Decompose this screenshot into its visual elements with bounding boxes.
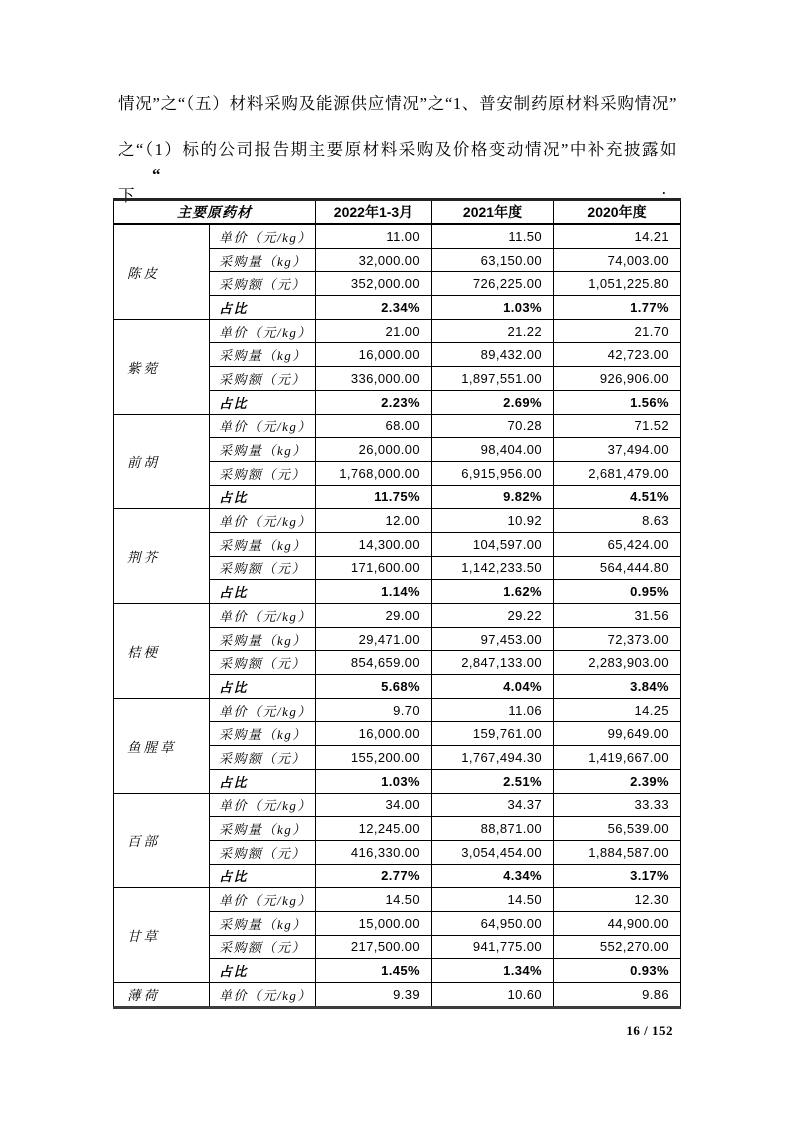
value-cell: 37,494.00	[554, 438, 681, 462]
value-cell: 336,000.00	[316, 367, 432, 391]
value-cell: 63,150.00	[432, 248, 554, 272]
metric-label-cell: 采购量（kg）	[210, 343, 316, 367]
value-cell: 5.68%	[316, 675, 432, 699]
value-cell: 1.56%	[554, 390, 681, 414]
metric-label-cell: 单价（元/kg）	[210, 414, 316, 438]
value-cell: 44,900.00	[554, 911, 681, 935]
metric-label-cell: 单价（元/kg）	[210, 983, 316, 1008]
value-cell: 926,906.00	[554, 367, 681, 391]
value-cell: 1,051,225.80	[554, 272, 681, 296]
value-cell: 9.86	[554, 983, 681, 1008]
value-cell: 726,225.00	[432, 272, 554, 296]
value-cell: 155,200.00	[316, 746, 432, 770]
metric-label-cell: 占比	[210, 675, 316, 699]
table-row	[114, 509, 681, 533]
metric-label-cell: 占比	[210, 485, 316, 509]
metric-label-cell: 占比	[210, 769, 316, 793]
value-cell: 56,539.00	[554, 817, 681, 841]
value-cell: 3.84%	[554, 675, 681, 699]
metric-label-cell: 采购额（元）	[210, 556, 316, 580]
value-cell: 3.17%	[554, 864, 681, 888]
value-cell: 1.45%	[316, 959, 432, 983]
value-cell: 552,270.00	[554, 935, 681, 959]
value-cell: 941,775.00	[432, 935, 554, 959]
value-cell: 98,404.00	[432, 438, 554, 462]
value-cell: 65,424.00	[554, 532, 681, 556]
metric-label-cell: 单价（元/kg）	[210, 319, 316, 343]
value-cell: 32,000.00	[316, 248, 432, 272]
metric-label-cell: 采购额（元）	[210, 935, 316, 959]
value-cell: 1.34%	[432, 959, 554, 983]
table-header-row	[114, 200, 681, 225]
value-cell: 10.92	[432, 509, 554, 533]
table-row	[114, 888, 681, 912]
table-row	[114, 604, 681, 628]
metric-label-cell: 采购额（元）	[210, 272, 316, 296]
table-body	[114, 224, 681, 1007]
value-cell: 0.93%	[554, 959, 681, 983]
value-cell: 2,283,903.00	[554, 651, 681, 675]
paragraph-line-2: 之“（1）标的公司报告期主要原材料采购及价格变动情况”中补充披露如下：	[118, 140, 677, 205]
value-cell: 2,847,133.00	[432, 651, 554, 675]
material-name-cell: 荆芥	[114, 509, 210, 604]
value-cell: 2.39%	[554, 769, 681, 793]
value-cell: 11.75%	[316, 485, 432, 509]
value-cell: 11.06	[432, 698, 554, 722]
value-cell: 1,897,551.00	[432, 367, 554, 391]
value-cell: 12.00	[316, 509, 432, 533]
value-cell: 74,003.00	[554, 248, 681, 272]
value-cell: 1,768,000.00	[316, 461, 432, 485]
value-cell: 1.03%	[316, 769, 432, 793]
value-cell: 29,471.00	[316, 627, 432, 651]
value-cell: 16,000.00	[316, 343, 432, 367]
value-cell: 33.33	[554, 793, 681, 817]
metric-label-cell: 采购量（kg）	[210, 627, 316, 651]
metric-label-cell: 占比	[210, 580, 316, 604]
value-cell: 21.22	[432, 319, 554, 343]
value-cell: 31.56	[554, 604, 681, 628]
value-cell: 3,054,454.00	[432, 840, 554, 864]
value-cell: 159,761.00	[432, 722, 554, 746]
value-cell: 2.69%	[432, 390, 554, 414]
material-name-cell: 百部	[114, 793, 210, 888]
value-cell: 104,597.00	[432, 532, 554, 556]
metric-label-cell: 占比	[210, 390, 316, 414]
metric-label-cell: 采购额（元）	[210, 840, 316, 864]
metric-label-cell: 单价（元/kg）	[210, 224, 316, 248]
value-cell: 1,419,667.00	[554, 746, 681, 770]
material-name-cell: 陈皮	[114, 224, 210, 319]
value-cell: 14.50	[432, 888, 554, 912]
metric-label-cell: 单价（元/kg）	[210, 509, 316, 533]
header-period-2020: 2020年度	[554, 200, 681, 225]
material-name-cell: 甘草	[114, 888, 210, 983]
value-cell: 2.77%	[316, 864, 432, 888]
value-cell: 89,432.00	[432, 343, 554, 367]
value-cell: 68.00	[316, 414, 432, 438]
value-cell: 14.25	[554, 698, 681, 722]
metric-label-cell: 采购量（kg）	[210, 722, 316, 746]
table-row	[114, 793, 681, 817]
value-cell: 88,871.00	[432, 817, 554, 841]
value-cell: 9.39	[316, 983, 432, 1008]
material-name-cell: 前胡	[114, 414, 210, 509]
value-cell: 11.50	[432, 224, 554, 248]
raw-materials-table	[113, 198, 681, 1009]
value-cell: 1.14%	[316, 580, 432, 604]
page-number: 16 / 152	[626, 1023, 673, 1038]
metric-label-cell: 采购量（kg）	[210, 532, 316, 556]
value-cell: 9.82%	[432, 485, 554, 509]
value-cell: 26,000.00	[316, 438, 432, 462]
value-cell: 16,000.00	[316, 722, 432, 746]
value-cell: 10.60	[432, 983, 554, 1008]
value-cell: 14.50	[316, 888, 432, 912]
metric-label-cell: 单价（元/kg）	[210, 698, 316, 722]
value-cell: 42,723.00	[554, 343, 681, 367]
value-cell: 854,659.00	[316, 651, 432, 675]
value-cell: 34.00	[316, 793, 432, 817]
value-cell: 9.70	[316, 698, 432, 722]
value-cell: 15,000.00	[316, 911, 432, 935]
metric-label-cell: 占比	[210, 959, 316, 983]
metric-label-cell: 占比	[210, 864, 316, 888]
metric-label-cell: 采购额（元）	[210, 461, 316, 485]
value-cell: 4.51%	[554, 485, 681, 509]
value-cell: 21.00	[316, 319, 432, 343]
metric-label-cell: 采购量（kg）	[210, 911, 316, 935]
metric-label-cell: 采购量（kg）	[210, 438, 316, 462]
value-cell: 72,373.00	[554, 627, 681, 651]
value-cell: 6,915,956.00	[432, 461, 554, 485]
open-quote-mark: “	[152, 165, 161, 184]
metric-label-cell: 单价（元/kg）	[210, 888, 316, 912]
table-row	[114, 983, 681, 1008]
metric-label-cell: 采购额（元）	[210, 746, 316, 770]
value-cell: 4.04%	[432, 675, 554, 699]
value-cell: 2.23%	[316, 390, 432, 414]
value-cell: 34.37	[432, 793, 554, 817]
value-cell: 8.63	[554, 509, 681, 533]
table-row	[114, 698, 681, 722]
table-row	[114, 414, 681, 438]
value-cell: 2,681,479.00	[554, 461, 681, 485]
table-row	[114, 319, 681, 343]
metric-label-cell: 单价（元/kg）	[210, 604, 316, 628]
value-cell: 2.34%	[316, 296, 432, 320]
value-cell: 1.77%	[554, 296, 681, 320]
value-cell: 29.22	[432, 604, 554, 628]
material-name-cell: 桔梗	[114, 604, 210, 699]
header-main-material: 主要原药材	[114, 200, 316, 225]
value-cell: 171,600.00	[316, 556, 432, 580]
value-cell: 4.34%	[432, 864, 554, 888]
value-cell: 217,500.00	[316, 935, 432, 959]
value-cell: 29.00	[316, 604, 432, 628]
metric-label-cell: 单价（元/kg）	[210, 793, 316, 817]
value-cell: 1.62%	[432, 580, 554, 604]
material-name-cell: 紫菀	[114, 319, 210, 414]
metric-label-cell: 采购额（元）	[210, 367, 316, 391]
value-cell: 1,884,587.00	[554, 840, 681, 864]
value-cell: 11.00	[316, 224, 432, 248]
value-cell: 14,300.00	[316, 532, 432, 556]
value-cell: 12.30	[554, 888, 681, 912]
metric-label-cell: 采购额（元）	[210, 651, 316, 675]
value-cell: 12,245.00	[316, 817, 432, 841]
value-cell: 99,649.00	[554, 722, 681, 746]
metric-label-cell: 占比	[210, 296, 316, 320]
value-cell: 64,950.00	[432, 911, 554, 935]
value-cell: 14.21	[554, 224, 681, 248]
value-cell: 70.28	[432, 414, 554, 438]
paragraph-line-1: 情况”之“（五）材料采购及能源供应情况”之“1、普安制药原材料采购情况”	[118, 94, 677, 113]
value-cell: 1,767,494.30	[432, 746, 554, 770]
value-cell: 416,330.00	[316, 840, 432, 864]
value-cell: 21.70	[554, 319, 681, 343]
header-period-2021: 2021年度	[432, 200, 554, 225]
material-name-cell: 鱼腥草	[114, 698, 210, 793]
value-cell: 0.95%	[554, 580, 681, 604]
value-cell: 2.51%	[432, 769, 554, 793]
value-cell: 1,142,233.50	[432, 556, 554, 580]
value-cell: 352,000.00	[316, 272, 432, 296]
value-cell: 71.52	[554, 414, 681, 438]
value-cell: 1.03%	[432, 296, 554, 320]
header-period-2022: 2022年1-3月	[316, 200, 432, 225]
table-row	[114, 224, 681, 248]
material-name-cell: 薄荷	[114, 983, 210, 1008]
metric-label-cell: 采购量（kg）	[210, 248, 316, 272]
metric-label-cell: 采购量（kg）	[210, 817, 316, 841]
value-cell: 97,453.00	[432, 627, 554, 651]
value-cell: 564,444.80	[554, 556, 681, 580]
